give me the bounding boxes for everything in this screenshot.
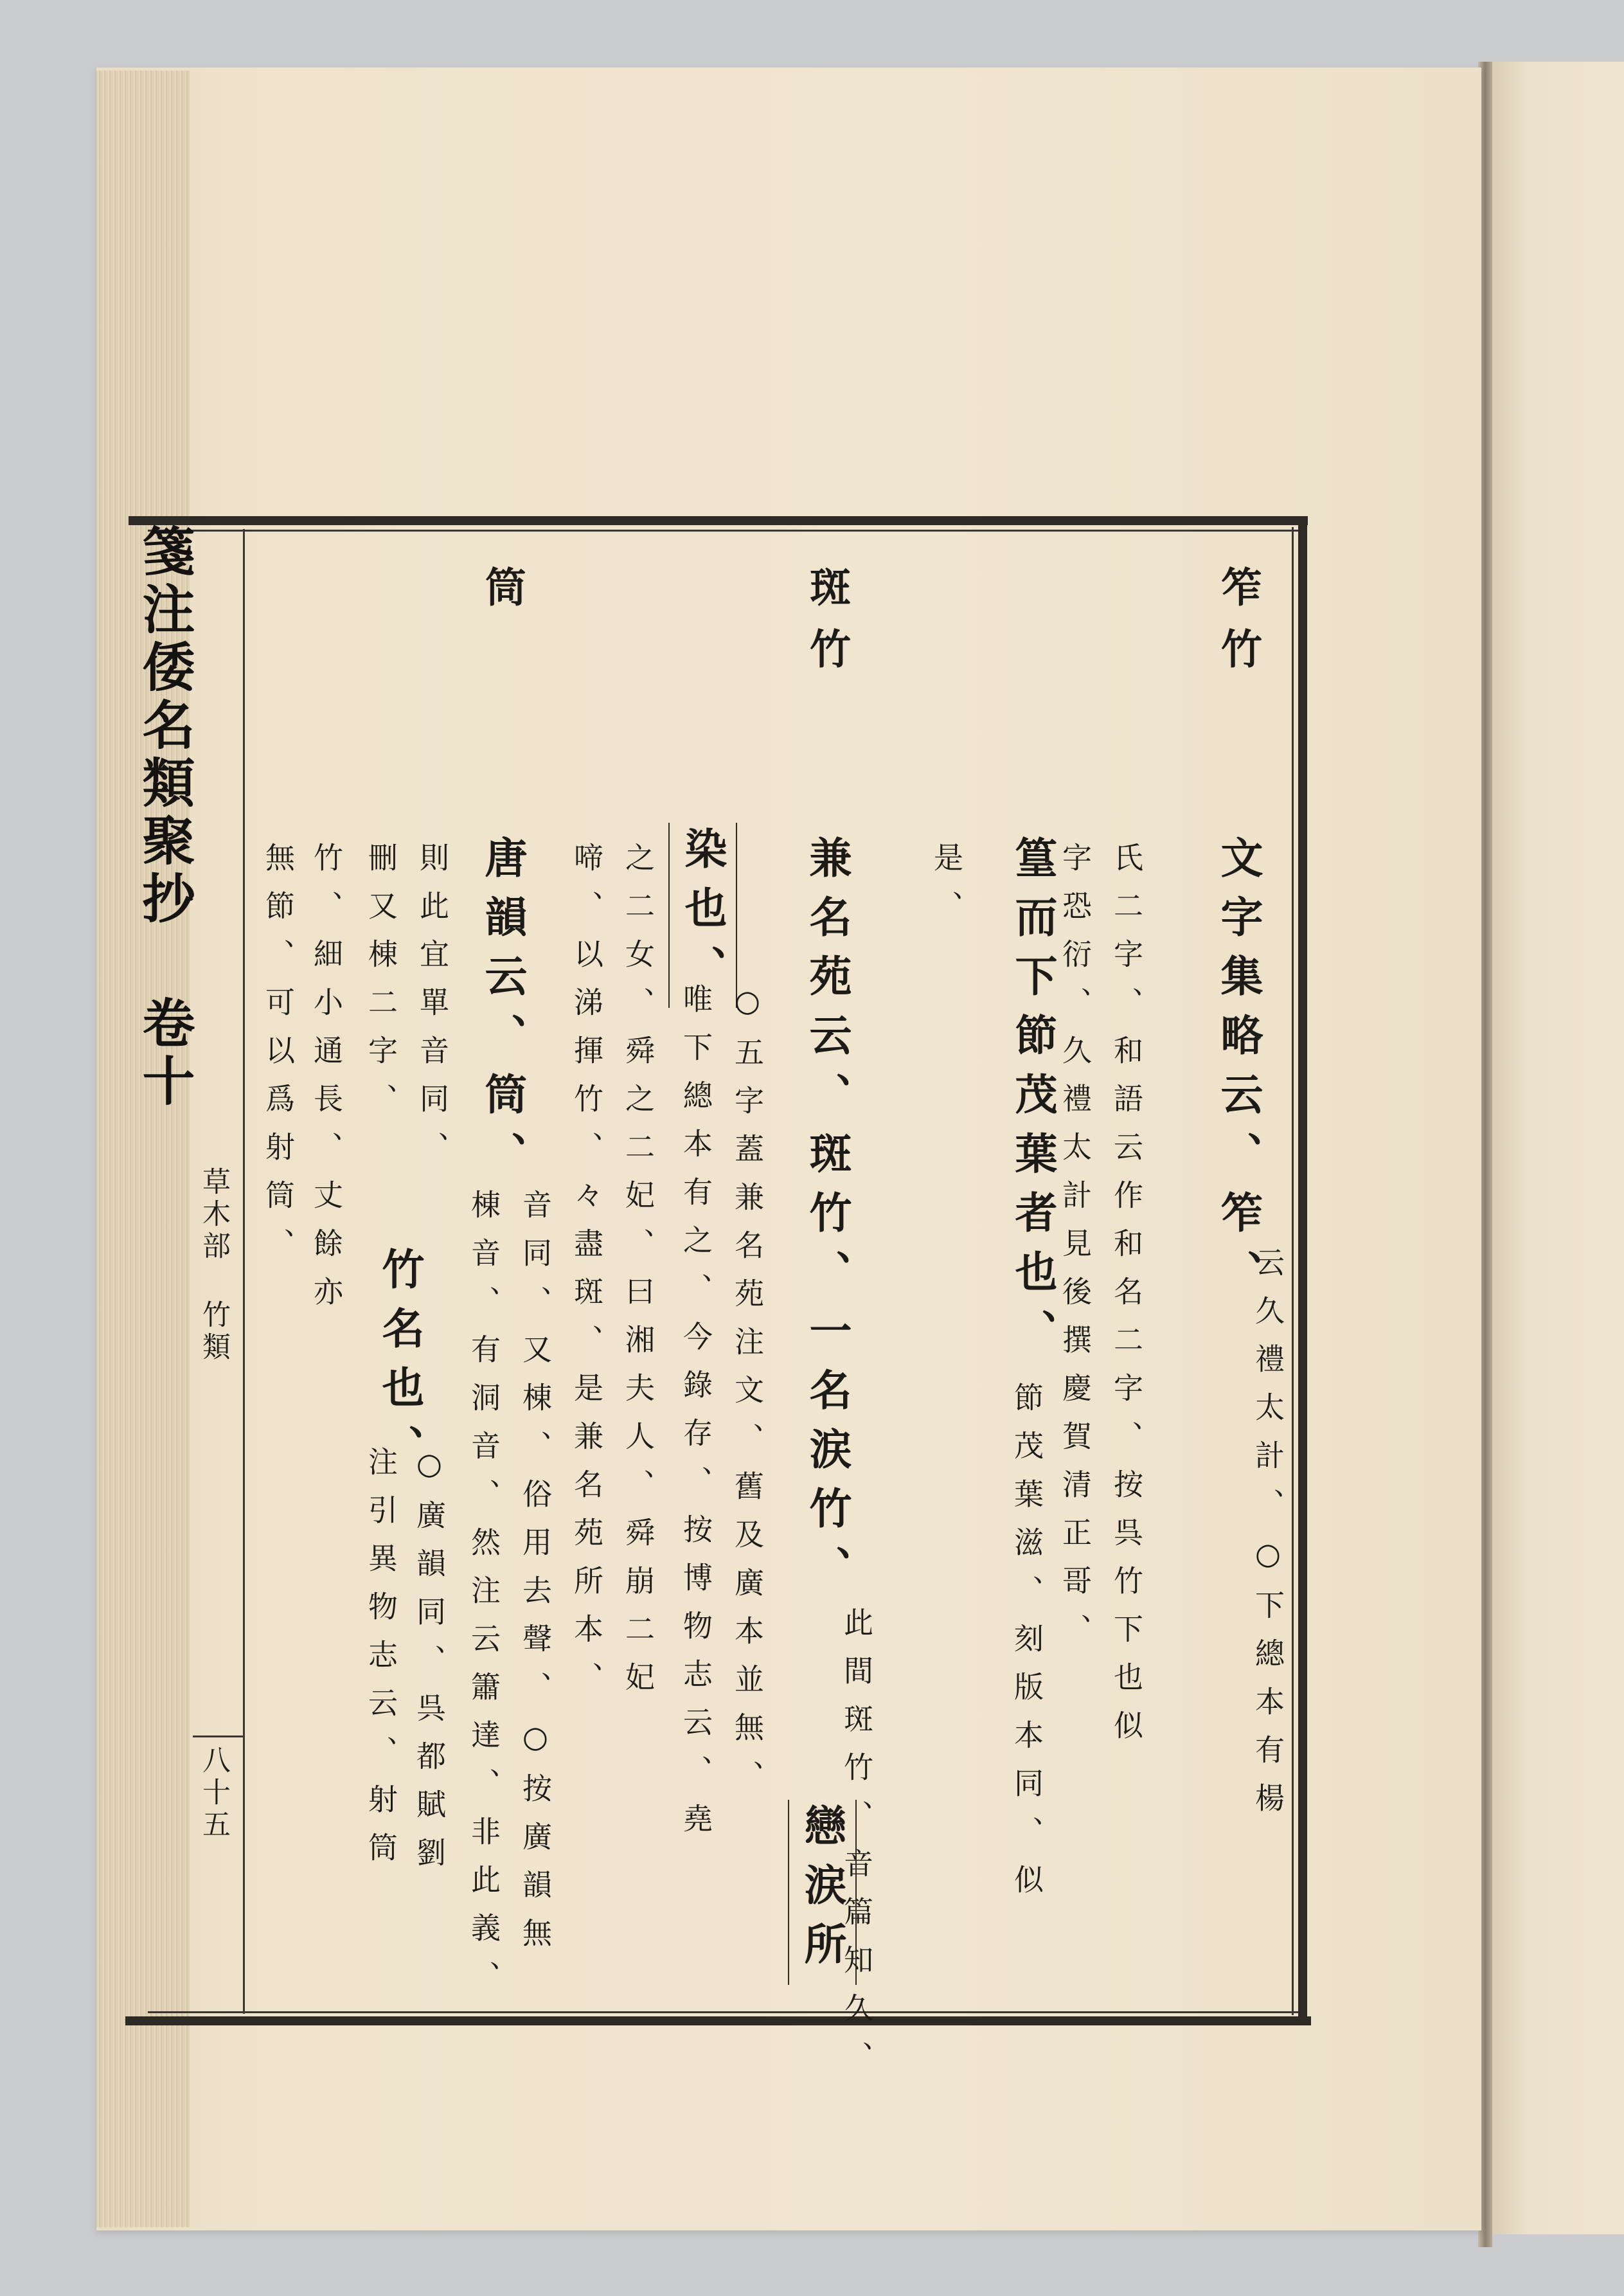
- entry-note-line: 唯下總本有之、今錄存、按博物志云、堯: [679, 983, 713, 1851]
- entry-note-line: 節茂葉滋、刻版本同、似: [1010, 1382, 1044, 1912]
- frame-left-rule: [243, 529, 245, 2014]
- entry-note-line: 棟音、有洞音、然注云簫達、非此義、: [467, 1189, 501, 2009]
- entry-note-line: ○五字蓋兼名苑注文、舊及廣本並無、: [730, 983, 765, 1808]
- frame-bottom-inner-rule: [148, 2011, 1305, 2013]
- frame-bottom-border: [125, 2016, 1311, 2025]
- entry-text-line: 唐韻云、筒、: [477, 836, 528, 1190]
- margin-rule: [193, 1735, 244, 1737]
- frame-right-inner-rule: [1292, 527, 1294, 2015]
- entry-note-line: 此間斑竹、音篇知久、: [839, 1607, 874, 2089]
- facing-page: [1490, 62, 1624, 2234]
- boxed-text: 戀涙所: [788, 1800, 857, 1985]
- entry-note-line: ○廣韻同、呉都賦劉: [412, 1446, 447, 1885]
- entry-note-line: 音同、又棟、俗用去聲、○按廣韻無: [518, 1189, 553, 1966]
- page-number: 八十五: [197, 1745, 230, 1842]
- entry-note-line: 注引異物志云、射筒: [364, 1446, 398, 1880]
- entry-note-line: 啼、以涕揮竹、々盡斑、是兼名苑所本、: [569, 842, 604, 1710]
- entry-note-line: 無節、可以爲射筒、: [261, 842, 296, 1276]
- frame-top-border: [129, 516, 1308, 525]
- entry-note-line: 之二女、舜之二妃、曰湘夫人、舜崩二妃: [621, 842, 656, 1710]
- entry-note-line: 是、: [929, 842, 964, 938]
- boxed-text: 染也、: [668, 823, 737, 1008]
- entry-heading: 筒: [478, 566, 526, 627]
- frame-right-border: [1298, 516, 1307, 2025]
- entry-text-line: 兼名苑云、斑竹、一名涙竹、: [802, 836, 852, 1604]
- entry-note-line: 則此宜單音同、: [415, 842, 450, 1179]
- entry-note-line: 字恐衍、久禮太計見後撰慶賀清正哥、: [1058, 842, 1093, 1662]
- entry-text-line: 文字集略云、笮、: [1213, 836, 1263, 1309]
- entry-note-line: 竹、細小通長、丈餘亦: [309, 842, 344, 1324]
- spine-title: 箋注倭名類聚抄 卷十: [134, 524, 195, 1111]
- page-edges: [96, 71, 190, 2227]
- section-label: 草木部 竹類: [197, 1167, 230, 1364]
- frame-top-inner-rule: [148, 530, 1305, 532]
- entry-text-line: 竹名也、: [375, 1247, 425, 1484]
- entry-note-line: 云久禮太計、○下總本有楊: [1251, 1247, 1285, 1831]
- entry-heading: 斑竹: [803, 566, 851, 689]
- entry-text-line: 篁而下節茂葉者也、: [1008, 836, 1058, 1368]
- entry-heading: 笮竹: [1214, 566, 1262, 689]
- entry-note-line: 刪又棟二字、: [364, 842, 398, 1131]
- entry-note-line: 氏二字、和語云作和名二字、按呉竹下也似: [1109, 842, 1144, 1758]
